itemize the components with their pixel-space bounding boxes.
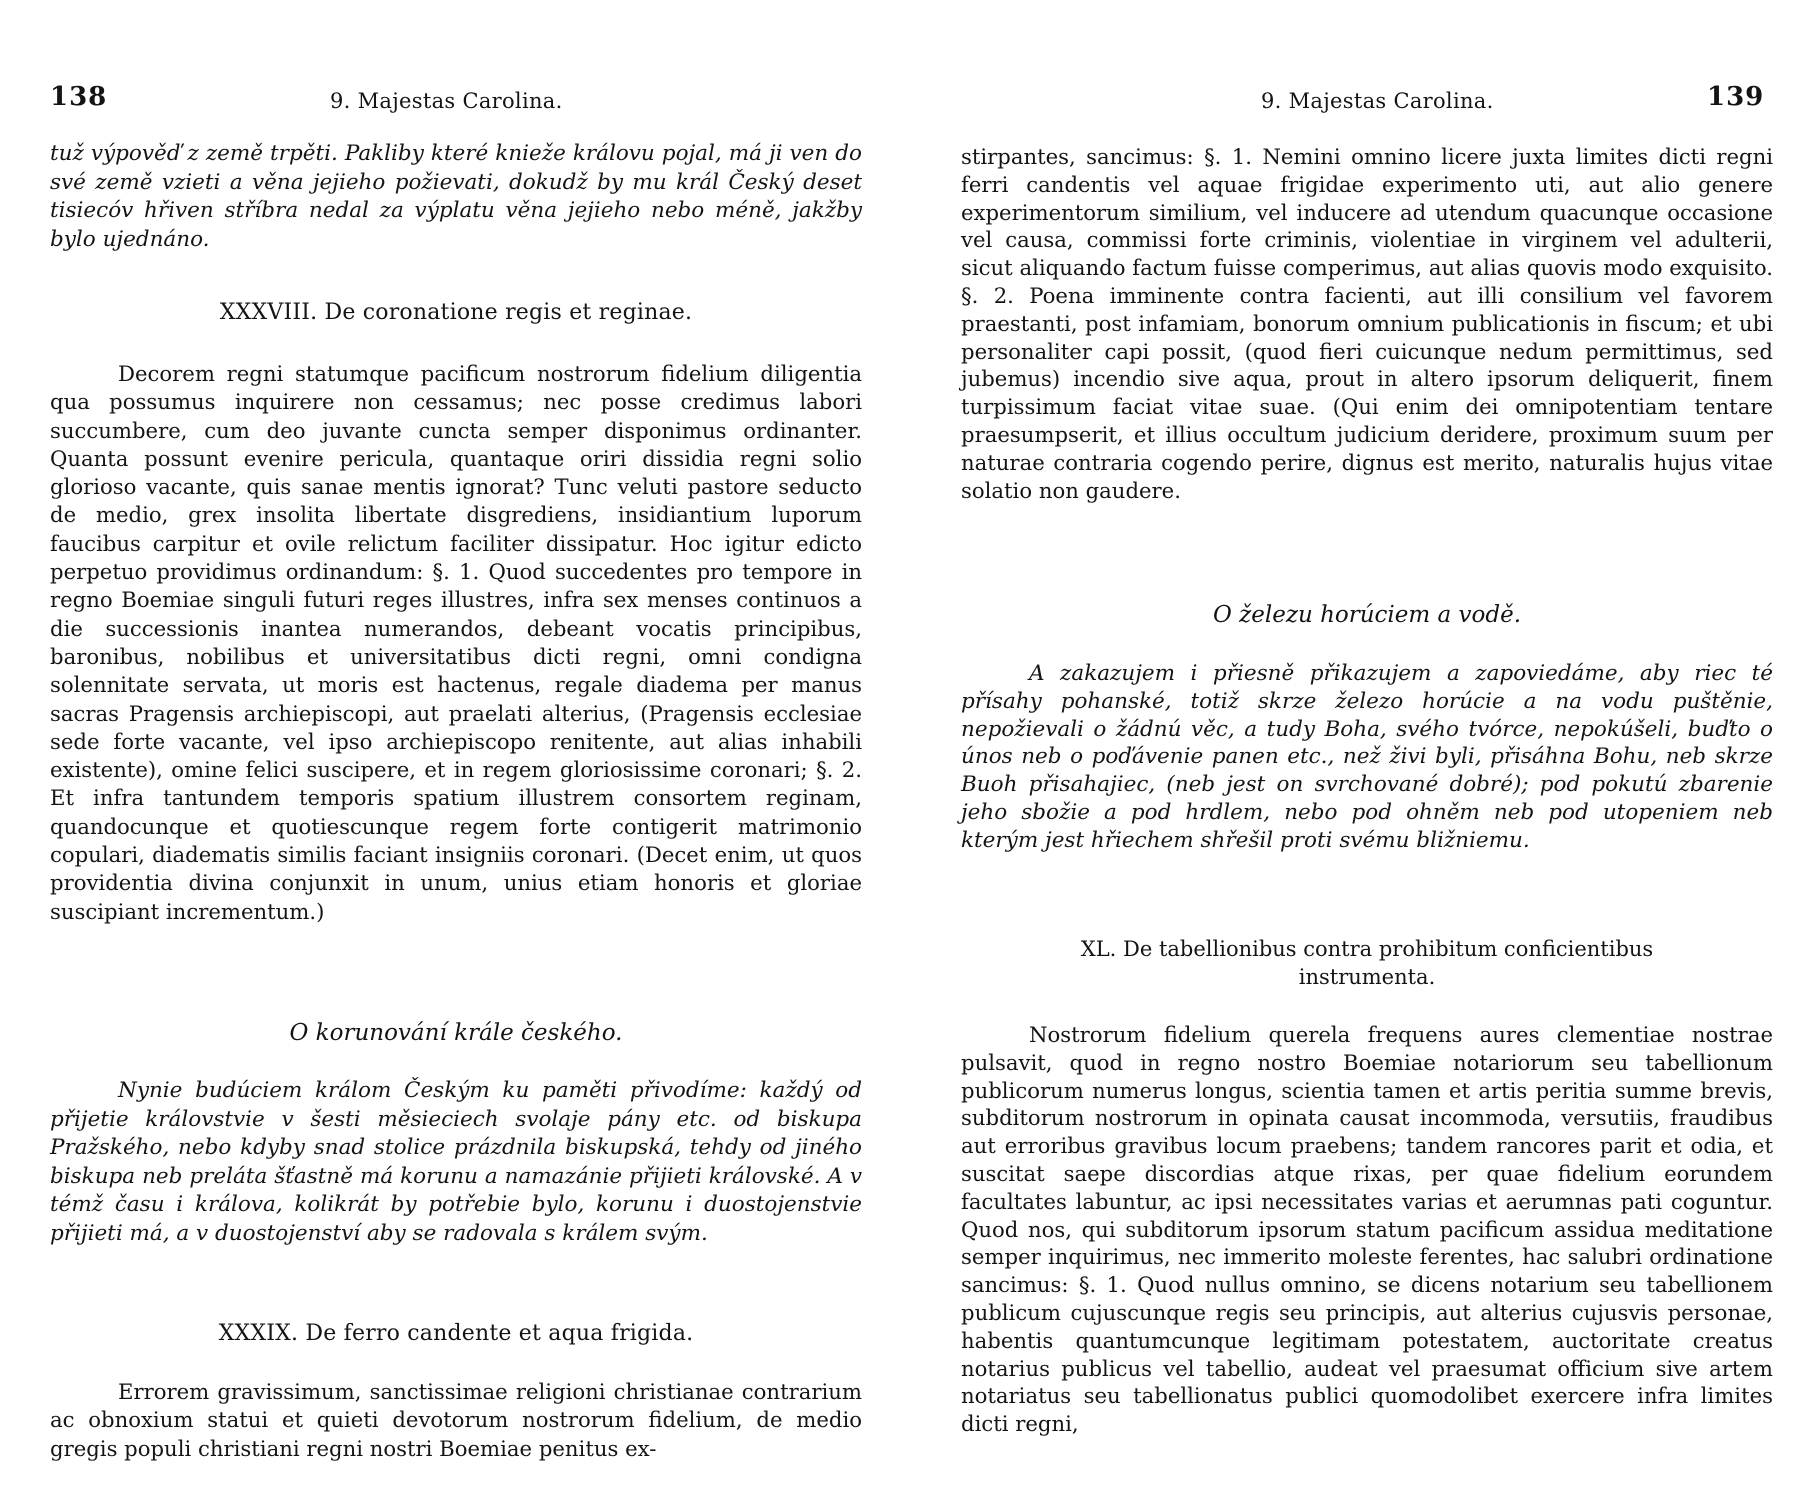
section-heading: XL. De tabellionibus contra prohibitum conficientibus instrumenta. xyxy=(1080,937,1654,989)
running-title: 9. Majestas Carolina. xyxy=(330,89,563,113)
right-page xyxy=(907,0,1814,1500)
page-number: 138 xyxy=(50,82,108,112)
section-38-heading-block xyxy=(50,300,862,325)
section-39-latin-cont-block xyxy=(961,143,1773,504)
latin-paragraph: stirpantes, sancimus: §. 1. Nemini omnino licere juxta limites dicti regni ferri candentis vel aquae frigidae experimento uti, aut alio genere experimentorum similium, vel inducere ad utendum quacunque occasione vel causa, commissi forte criminis, violentiae in virginem vel adulterii, sicut aliquando factum fuisse comperimus, aut alias quovis modo exquisito. §. 2. Poena imminente contra facienti, aut illi consilium vel favorem praestanti, post infamiam, bonorum omnium publicationis in fiscum; et ubi personaliter capi possit, (quod fieri cuicunque nedum permittimus, sed jubemus) incendio sive aqua, prout in altero ipsorum deliquerit, finem turpissimum faciat vitae suae. (Qui enim dei omnipotentiam tentare praesumpserit, et illius occultum judicium deridere, proximum suum per naturae contraria cogendo perire, dignus est merito, naturalis hujus vitae solatio non gaudere. xyxy=(961,144,1773,503)
section-heading: XXXIX. De ferro candente et aqua frigida. xyxy=(218,1321,694,1346)
latin-paragraph: Nostrorum fidelium querela frequens aures clementiae nostrae pulsavit, quod in regno nostro Boemiae notariorum seu tabellionum publicorum numerus longus, scientia tamen et artis peritia summe brevis, subditorum nostrorum in opinata causat incommoda, versutiis, fraudibus aut erroribus gravibus locum praebens; tandem rancores parit et odia, et suscitat saepe discordias atque rixas, per quae fidelium eorundem facultates labuntur, ac ipsi necessitates varias et aerumnas pati coguntur. Quod nos, qui subditorum ipsorum statum pacificum assidua meditatione semper inquirimus, nec immerito moleste ferentes, hac salubri ordinatione sancimus: §. 1. Quod nullus omnino, se dicens notarium seu tabellionem publicum cujuscunque regis seu principis, aut alterius cujusvis personae, habentis quantumcunque legitimam potestatem, auctoritate creatus notarius publicus vel tabellio, audeat vel praesumat officium sive artem notariatus seu tabellionatus publici quomodolibet exercere infra limites dicti regni, xyxy=(961,1022,1773,1437)
section-38-latin-block xyxy=(50,360,862,926)
section-39-heading-block xyxy=(50,1321,862,1346)
section-40-latin-block xyxy=(961,1021,1773,1438)
section-40-heading-block xyxy=(1027,935,1707,991)
section-heading: XXXVIII. De coronatione regis et reginae. xyxy=(219,300,693,325)
section-39-czech-heading-block xyxy=(961,602,1773,628)
czech-paragraph: A zakazujem i přiesně přikazujem a zapoviedáme, aby riec té přísahy pohanské, totiž skrze železo horúcie a na vodu puštěnie, nepožievali o žádnú věc, a tudy Boha, svého tvórce, nepokúšeli, buďto o únos neb o poďávenie panen etc., než živi byli, přisáhna Bohu, neb skrze Buoh přisahajiec, (neb jest on svrchované dobré); pod pokutú zbarenie jeho sbožie a pod hrdlem, nebo pod ohněm neb pod utopeniem neb kterým jest hřiechem shřešil proti svému bližniemu. xyxy=(961,661,1773,853)
latin-paragraph: Decorem regni statumque pacificum nostrorum fidelium diligentia qua possumus inquirere non cessamus; nec posse credimus labori succumbere, cum deo juvante cuncta semper disponimus ordinanter. Quanta possunt evenire pericula, quantaque oriri dissidia regni solio glorioso vacante, quis sanae mentis ignorat? Tunc veluti pastore seducto de medio, grex insolita libertate disgrediens, insidiantium luporum faucibus carpitur et ovile relictum faciliter dissipatur. Hoc igitur edicto perpetuo providimus ordinandum: §. 1. Quod succedentes pro tempore in regno Boemiae singuli futuri reges illustres, infra sex menses continuos a die successionis inantea numerandos, debeant vocatis principibus, baronibus, nobilibus et universitatibus dicti regni, omni condigna solennitate servata, ut moris est hactenus, regale diadema per manus sacras Pragensis archiepiscopi, aut praelati alterius, (Pragensis ecclesiae sede forte vacante, vel ipso archiepiscopo renitente, aut alias inhabili existente), omine felici suscipere, et in regem gloriosissime coronari; §. 2. Et infra tantundem temporis spatium illustrem consortem reginam, quandocunque et quotiescunque regem forte contigerit matrimonio copulari, diadematis similis faciant insigniis coronari. (Decet enim, ut quos providentia divina conjunxit in unum, unius etiam honoris et gloriae suscipiant incrementum.) xyxy=(50,361,862,924)
czech-section-heading: O korunování krále českého. xyxy=(289,1020,623,1046)
czech-section-heading: O železu horúciem a vodě. xyxy=(1212,602,1522,628)
czech-paragraph: Nynie budúciem králom Českým ku paměti přivodíme: každý od přijetie královstvie v šesti měsieciech svolaje pány etc. od biskupa Pražského, nebo kdyby snad stolice prázdnila biskupská, tehdy od jiného biskupa neb preláta šťastně má korunu a namazánie přijieti královské. A v témž času i králova, kolikrát by potřebie bylo, korunu i duostojenstvie přijieti má, a v duostojenství aby se radovala s králem svým. xyxy=(50,1078,862,1246)
czech-continuation-block xyxy=(50,140,862,254)
section-39-czech-block xyxy=(961,660,1773,855)
latin-paragraph: Errorem gravissimum, sanctissimae religioni christianae contrarium ac obnoxium statui et quieti devotorum nostrorum fidelium, de medio gregis populi christiani regni nostri Boemiae penitus ex- xyxy=(50,1379,862,1461)
section-39-latin-block xyxy=(50,1378,862,1463)
section-38-czech-block xyxy=(50,1077,862,1248)
page-number: 139 xyxy=(1707,82,1765,112)
running-title: 9. Majestas Carolina. xyxy=(1261,89,1494,113)
czech-continuation: tuž výpověď z země trpěti. Pakliby které knieže královu pojal, má ji ven do své země vzieti a věna jejieho požievati, dokudž by mu král Český deset tisiecóv hřiven stříbra nedal za výplatu věna jejieho nebo méně, jakžby bylo ujednáno. xyxy=(50,141,862,252)
section-38-czech-heading-block xyxy=(50,1020,862,1046)
